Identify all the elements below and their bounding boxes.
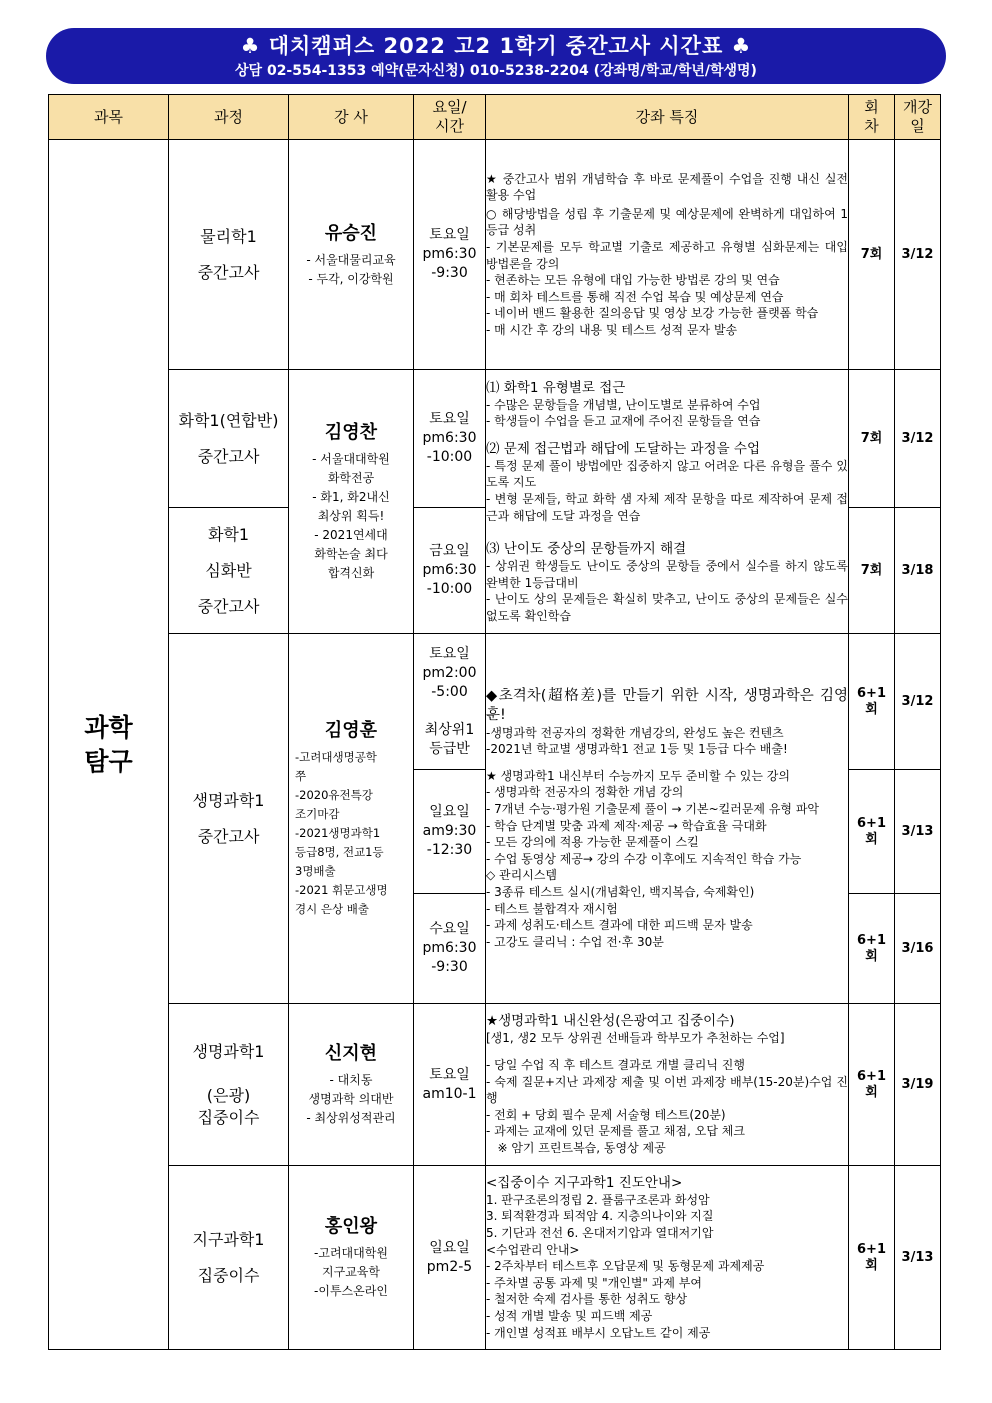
teacher-name: 김영훈 bbox=[324, 720, 378, 741]
teacher-cell bbox=[289, 140, 414, 370]
start-cell: 3/12 bbox=[895, 140, 941, 370]
feature-line: - 상위권 학생들도 난이도 중상의 문항들 중에서 실수를 하지 않도록 완벽한 1등급대비 bbox=[486, 559, 848, 590]
feature-line: - 성적 개별 발송 및 피드백 제공 bbox=[486, 1308, 653, 1323]
feature-line: - 특정 문제 풀이 방법에만 집중하지 않고 어려운 다른 유형을 풀수 있도록 지도 bbox=[486, 458, 848, 490]
start-cell: 3/18 bbox=[895, 508, 941, 634]
table-row bbox=[49, 140, 941, 370]
title-banner bbox=[46, 28, 946, 84]
teacher-name: 유승진 bbox=[324, 222, 378, 244]
feature-line: - 3종류 테스트 실시(개념확인, 백지복습, 숙제확인) bbox=[486, 884, 755, 899]
start-cell: 3/16 bbox=[895, 894, 941, 1004]
course-cell: 화학1(연합반) 중간고사 bbox=[169, 370, 289, 508]
feature-line: - 테스트 불합격자 재시험 bbox=[486, 901, 618, 916]
features-cell bbox=[486, 1004, 849, 1166]
teacher-cell bbox=[289, 634, 414, 1004]
col-start: 개강 일 bbox=[895, 95, 941, 140]
feature-line: <수업관리 안내> bbox=[486, 1242, 580, 1257]
teacher-name: 홍인왕 bbox=[324, 1216, 378, 1237]
spacer bbox=[486, 758, 848, 768]
feature-line: ◇ 관리시스템 bbox=[486, 868, 558, 883]
feature-line: ★ 생명과학1 내신부터 수능까지 모두 준비할 수 있는 강의 bbox=[486, 768, 790, 783]
feature-line: -2021년 학교별 생명과학1 전교 1등 및 1등급 다수 배출! bbox=[486, 742, 788, 757]
col-subject: 과목 bbox=[49, 95, 169, 140]
teacher-info: - 대치동 생명과학 의대반 - 최상위성적관리 bbox=[306, 1073, 396, 1125]
count-cell: 7회 bbox=[849, 140, 895, 370]
feature-line: 5. 기단과 전선 6. 온대저기압과 열대저기압 bbox=[486, 1226, 714, 1241]
spacer bbox=[486, 1047, 848, 1057]
count-cell: 6+1 회 bbox=[849, 1166, 895, 1350]
time-cell: 일요일 pm2-5 bbox=[414, 1166, 486, 1350]
feature-line: - 기본문제를 모두 학교별 기출로 제공하고 유형별 심화문제는 대입 방법론을 강의 bbox=[486, 239, 848, 271]
course-cell: 생명과학1 중간고사 bbox=[169, 634, 289, 1004]
header-row bbox=[49, 95, 941, 140]
features-cell bbox=[486, 634, 849, 1004]
time-cell: 토요일 pm6:30 -10:00 bbox=[414, 370, 486, 508]
time-cell: 토요일 pm6:30 -9:30 bbox=[414, 140, 486, 370]
feature-line: - 매 시간 후 강의 내용 및 테스트 성적 문자 발송 bbox=[486, 322, 738, 337]
teacher-info: -고려대대학원 지구교육학 -이투스온라인 bbox=[314, 1246, 388, 1298]
feature-heading: ◆초격차(超格差)를 만들기 위한 시작, 생명과학은 김영훈! bbox=[486, 687, 848, 723]
feature-line: - 네이버 밴드 활용한 질의응답 및 영상 보강 가능한 플랫폼 학습 bbox=[486, 306, 819, 321]
feature-line: - 매 회차 테스트를 통해 직전 수업 복습 및 예상문제 연습 bbox=[486, 289, 784, 304]
feature-line: - 2주차부터 테스트후 오답문제 및 동형문제 과제제공 bbox=[486, 1259, 765, 1274]
count-cell: 6+1 회 bbox=[849, 1004, 895, 1166]
col-features: 강좌 특징 bbox=[486, 95, 849, 140]
time-cell: 일요일 am9:30 -12:30 bbox=[414, 770, 486, 894]
teacher-info: -고려대생명공학 쭈 -2020유전특강 조기마감 -2021생명과학1 등급8명, 전교1등 3명배출 -2021 휘문고생명 경시 은상 배출 bbox=[295, 750, 388, 916]
time-cell: 토요일 am10-1 bbox=[414, 1004, 486, 1166]
feature-line: - 개인별 성적표 배부시 오답노트 같이 제공 bbox=[486, 1325, 711, 1340]
feature-heading: <집중이수 지구과학1 진도안내> bbox=[486, 1174, 683, 1191]
feature-line: - 모든 강의에 적용 가능한 문제풀이 스킬 bbox=[486, 835, 699, 850]
start-cell: 3/12 bbox=[895, 634, 941, 770]
count-cell: 7회 bbox=[849, 370, 895, 508]
feature-heading: ⑵ 문제 접근법과 해답에 도달하는 과정을 수업 bbox=[486, 440, 760, 457]
course-cell: 물리학1 중간고사 bbox=[169, 140, 289, 370]
feature-line: 1. 판구조론의정립 2. 플룸구조론과 화성암 bbox=[486, 1192, 710, 1207]
course-cell: 화학1 심화반 중간고사 bbox=[169, 508, 289, 634]
teacher-info: - 서울대물리교육 - 두각, 이강학원 bbox=[306, 252, 396, 286]
col-time: 요일/ 시간 bbox=[414, 95, 486, 140]
spacer bbox=[486, 524, 848, 540]
feature-line: - 과제 성취도·테스트 결과에 대한 피드백 문자 발송 bbox=[486, 918, 753, 933]
teacher-name: 신지현 bbox=[324, 1043, 378, 1064]
start-cell: 3/13 bbox=[895, 1166, 941, 1350]
table-row bbox=[49, 1166, 941, 1350]
start-cell: 3/12 bbox=[895, 370, 941, 508]
features-cell bbox=[486, 370, 849, 634]
table-row bbox=[49, 370, 941, 508]
teacher-cell bbox=[289, 370, 414, 634]
time-cell: 수요일 pm6:30 -9:30 bbox=[414, 894, 486, 1004]
time-cell: 금요일 pm6:30 -10:00 bbox=[414, 508, 486, 634]
feature-line: - 과제는 교재에 있던 문제를 풀고 채점, 오답 체크 bbox=[486, 1124, 745, 1139]
feature-line: - 숙제 질문+지난 과제장 제출 및 이번 과제장 배부(15-20분)수업 진행 bbox=[486, 1074, 848, 1106]
table-row bbox=[49, 1004, 941, 1166]
feature-heading: ★생명과학1 내신완성(은광여고 집중이수) bbox=[486, 1013, 735, 1030]
teacher-cell bbox=[289, 1004, 414, 1166]
col-teacher: 강 사 bbox=[289, 95, 414, 140]
schedule-table bbox=[48, 94, 941, 1350]
feature-line: 3. 퇴적환경과 퇴적암 4. 지층의나이와 지질 bbox=[486, 1209, 714, 1224]
feature-line: - 학습 단계별 맞춤 과제 제작·제공 → 학습효율 극대화 bbox=[486, 818, 767, 833]
subject-cell: 과학 탐구 bbox=[49, 140, 169, 1350]
teacher-name: 김영찬 bbox=[324, 422, 378, 443]
feature-line: - 현존하는 모든 유형에 대입 가능한 방법론 강의 및 연습 bbox=[486, 273, 780, 288]
feature-line: - 당일 수업 직 후 테스트 결과로 개별 클리닉 진행 bbox=[486, 1058, 745, 1073]
feature-heading: ⑶ 난이도 중상의 문항들까지 해결 bbox=[486, 541, 687, 558]
col-count: 회 차 bbox=[849, 95, 895, 140]
start-cell: 3/19 bbox=[895, 1004, 941, 1166]
table-row bbox=[49, 634, 941, 770]
feature-line: - 수많은 문항들을 개념별, 난이도별로 분류하여 수업 bbox=[486, 397, 761, 412]
course-cell: 생명과학1 (은광) 집중이수 bbox=[169, 1004, 289, 1166]
feature-line: - 주차별 공통 과제 및 "개인별" 과제 부여 bbox=[486, 1275, 702, 1290]
feature-line: - 7개년 수능·평가원 기출문제 풀이 → 기본~킬러문제 유형 파악 bbox=[486, 802, 820, 817]
contact-info: 상담 02-554-1353 예약(문자신청) 010-5238-2204 (강좌명/학교/학년/학생명) bbox=[235, 63, 757, 79]
feature-line: - 철저한 숙제 검사를 통한 성취도 향상 bbox=[486, 1292, 688, 1307]
features-cell bbox=[486, 1166, 849, 1350]
page-title: ♣ 대치캠퍼스 2022 고2 1학기 중간고사 시간표 ♣ bbox=[240, 34, 752, 58]
feature-line: -생명과학 전공자의 정확한 개념강의, 완성도 높은 컨텐츠 bbox=[486, 725, 784, 740]
feature-line: - 전회 + 당회 필수 문제 서술형 테스트(20분) bbox=[486, 1107, 726, 1122]
count-cell: 6+1 회 bbox=[849, 770, 895, 894]
start-cell: 3/13 bbox=[895, 770, 941, 894]
feature-line: - 학생들이 수업을 듣고 교재에 주어진 문항들을 연습 bbox=[486, 414, 761, 429]
feature-line: [생1, 생2 모두 상위권 선배들과 학부모가 추천하는 수업] bbox=[486, 1031, 785, 1046]
time-cell: 토요일 pm2:00 -5:00 최상위1 등급반 bbox=[414, 634, 486, 770]
teacher-info: - 서울대대학원 화학전공 - 화1, 화2내신 최상위 획득! - 2021연세대 화학논술 최다 합격신화 bbox=[312, 452, 390, 580]
count-cell: 6+1 회 bbox=[849, 634, 895, 770]
course-cell: 지구과학1 집중이수 bbox=[169, 1166, 289, 1350]
feature-line: - 생명과학 전공자의 정확한 개념 강의 bbox=[486, 785, 684, 800]
feature-heading: ⑴ 화학1 유형별로 접근 bbox=[486, 379, 626, 396]
feature-line: ※ 암기 프린트복습, 동영상 제공 bbox=[486, 1140, 666, 1155]
spacer bbox=[486, 430, 848, 440]
feature-line: ★ 중간고사 범위 개념학습 후 바로 문제풀이 수업을 진행 내신 실전 활용 수업 bbox=[486, 171, 848, 203]
features-cell bbox=[486, 140, 849, 370]
feature-line: ○ 해당방법을 성립 후 기출문제 및 예상문제에 완벽하게 대입하여 1등급 성취 bbox=[486, 206, 848, 238]
col-course: 과정 bbox=[169, 95, 289, 140]
feature-line: - 난이도 상의 문제들은 확실히 맞추고, 난이도 중상의 문제들은 실수없도록 확인학습 bbox=[486, 592, 848, 623]
count-cell: 7회 bbox=[849, 508, 895, 634]
teacher-cell bbox=[289, 1166, 414, 1350]
feature-line: - 수업 동영상 제공→ 강의 수강 이후에도 지속적인 학습 가능 bbox=[486, 851, 802, 866]
feature-line: - 고강도 클리닉 : 수업 전·후 30분 bbox=[486, 934, 664, 949]
count-cell: 6+1 회 bbox=[849, 894, 895, 1004]
feature-line: - 변형 문제들, 학교 화학 샘 자체 제작 문항을 따로 제작하여 문제 접근과 해답에 도달 과정을 연습 bbox=[486, 491, 848, 523]
